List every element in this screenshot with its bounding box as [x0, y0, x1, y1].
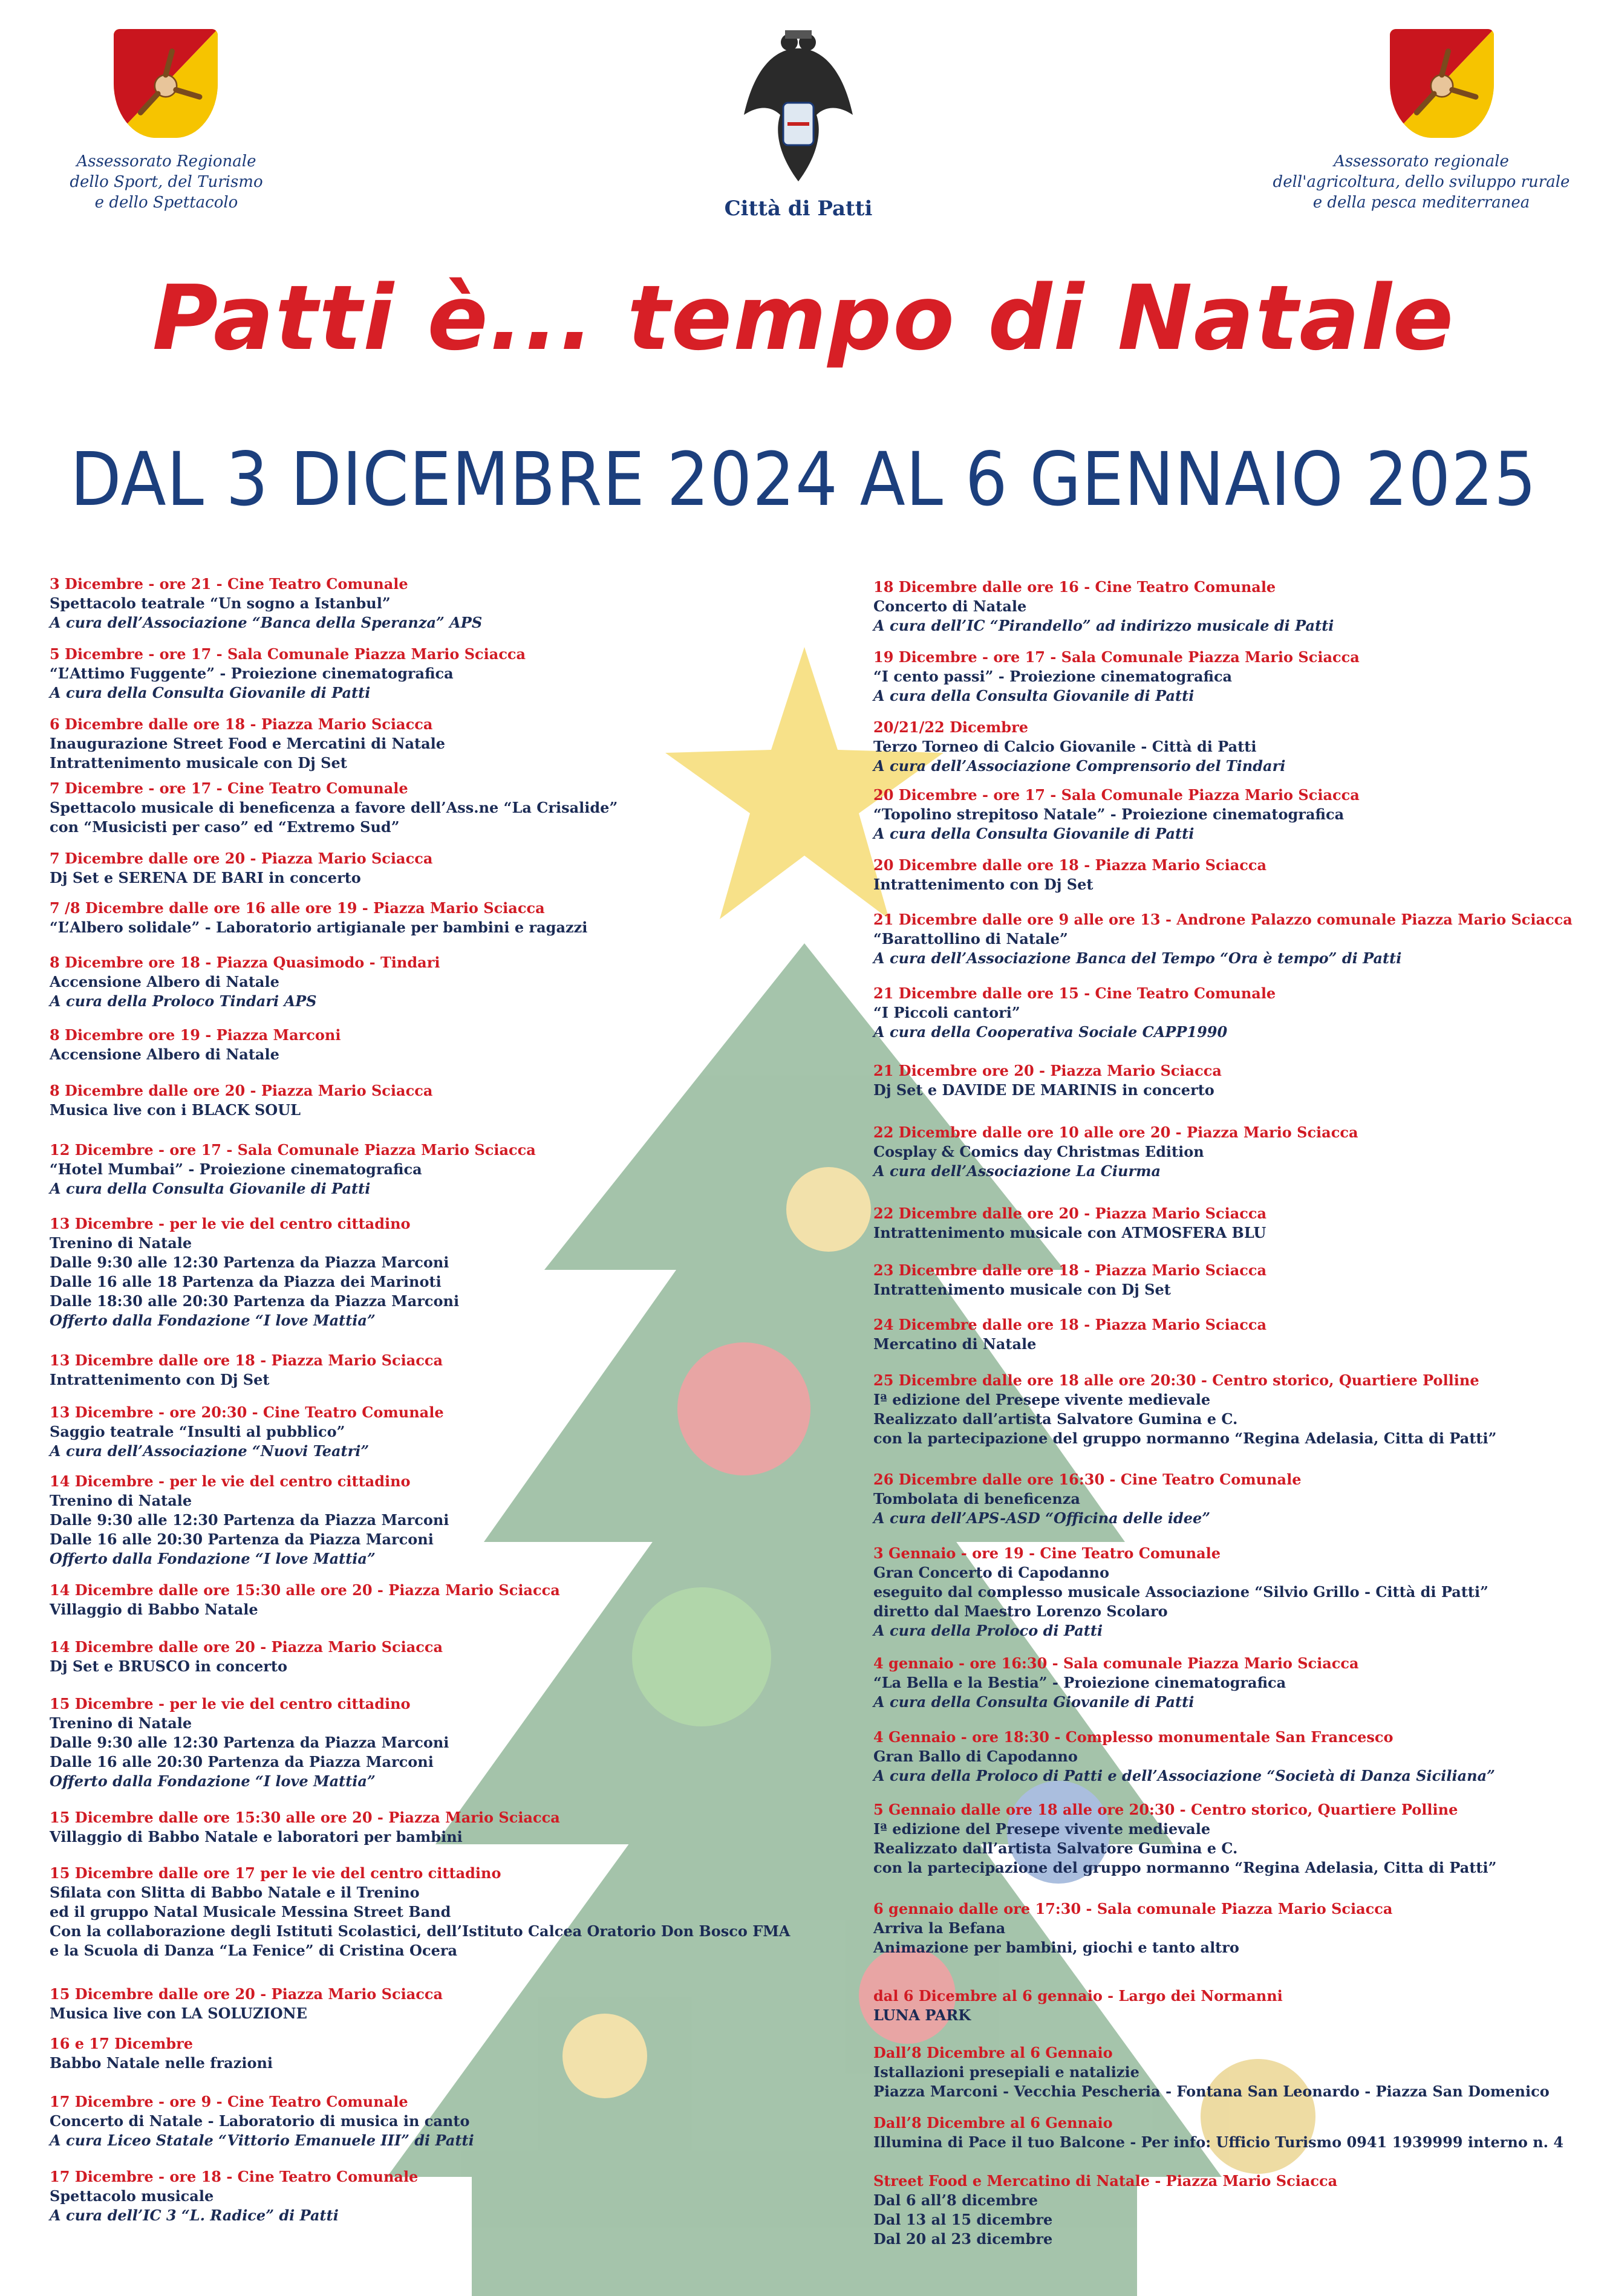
event-item: 20 Dicembre - ore 17 - Sala Comunale Piazza Mario Sciacca “Topolino strepitoso Natale” - Proiezione cinematografica A cura della Consulta Giovanile di Patti [873, 786, 1360, 842]
eagle-crest-icon [738, 24, 859, 194]
event-item: 13 Dicembre - per le vie del centro cittadino Trenino di Natale Dalle 9:30 alle 12:30 Partenza da Piazza Marconi Dalle 16 alle 18 Partenza da Piazza dei Marinoti Dalle 18:30 alle 20:30 Partenza da Piazza Marconi Offerto dalla Fondazione “I love Mattia” [50, 1215, 460, 1329]
event-item: Dall’8 Dicembre al 6 Gennaio Istallazioni presepiali e natalizie Piazza Marconi - Vecchia Pescheria - Fontana San Leonardo - Piazza San Domenico [873, 2044, 1550, 2100]
event-item: 5 Dicembre - ore 17 - Sala Comunale Piazza Mario Sciacca “L’Attimo Fuggente” - Proiezione cinematografica A cura della Consulta Giovanile di Patti [50, 645, 526, 701]
event-item: 17 Dicembre - ore 9 - Cine Teatro Comunale Concerto di Natale - Laboratorio di musica in canto A cura Liceo Statale “Vittorio Emanuele III” di Patti [50, 2093, 474, 2149]
event-item: Street Food e Mercatino di Natale - Piazza Mario Sciacca Dal 6 all’8 dicembre Dal 13 al 15 dicembre Dal 20 al 23 dicembre [873, 2172, 1338, 2248]
event-item: 14 Dicembre - per le vie del centro cittadino Trenino di Natale Dalle 9:30 alle 12:30 Partenza da Piazza Marconi Dalle 16 alle 20:30 Partenza da Piazza Marconi Offerto dalla Fondazione “I love Mattia” [50, 1472, 449, 1567]
sicily-crest-left [114, 29, 218, 138]
event-item: dal 6 Dicembre al 6 gennaio - Largo dei Normanni LUNA PARK [873, 1987, 1283, 2024]
event-item: 8 Dicembre dalle ore 20 - Piazza Mario Sciacca Musica live con i BLACK SOUL [50, 1082, 433, 1119]
event-item: 14 Dicembre dalle ore 15:30 alle ore 20 - Piazza Mario Sciacca Villaggio di Babbo Natale [50, 1581, 560, 1618]
event-item: 13 Dicembre - ore 20:30 - Cine Teatro Comunale Saggio teatrale “Insulti al pubblico” A cura dell’Associazione “Nuovi Teatri” [50, 1403, 444, 1460]
event-item: 4 gennaio - ore 16:30 - Sala comunale Piazza Mario Sciacca “La Bella e la Bestia” - Proiezione cinematografica A cura della Consulta Giovanile di Patti [873, 1654, 1359, 1711]
event-item: 15 Dicembre dalle ore 20 - Piazza Mario Sciacca Musica live con LA SOLUZIONE [50, 1985, 443, 2022]
event-item: 15 Dicembre dalle ore 15:30 alle ore 20 - Piazza Mario Sciacca Villaggio di Babbo Natale e laboratori per bambini [50, 1809, 560, 1846]
event-item: 8 Dicembre ore 18 - Piazza Quasimodo - Tindari Accensione Albero di Natale A cura della Proloco Tindari APS [50, 954, 440, 1010]
trinacria-icon [1403, 47, 1481, 125]
event-item: 21 Dicembre dalle ore 9 alle ore 13 - Androne Palazzo comunale Piazza Mario Sciacca “Barattollino di Natale” A cura dell’Associazione Banca del Tempo “Ora è tempo” di Patti [873, 911, 1573, 967]
event-item: 12 Dicembre - ore 17 - Sala Comunale Piazza Mario Sciacca “Hotel Mumbai” - Proiezione cinematografica A cura della Consulta Giovanile di Patti [50, 1141, 536, 1197]
event-item: 6 Dicembre dalle ore 18 - Piazza Mario Sciacca Inaugurazione Street Food e Mercatini di Natale Intrattenimento musicale con Dj Set [50, 715, 446, 772]
event-item: 16 e 17 Dicembre Babbo Natale nelle frazioni [50, 2035, 273, 2072]
event-item: 3 Gennaio - ore 19 - Cine Teatro Comunale Gran Concerto di Capodanno eseguito dal complesso musicale Associazione “Silvio Grillo - Città di Patti” diretto dal Maestro Lorenzo Scolaro A cura della Proloco di Patti [873, 1544, 1488, 1639]
patti-coat-of-arms [738, 24, 859, 194]
sicily-crest-right [1390, 29, 1494, 138]
left-department-caption: Assessorato Regionale dello Sport, del Turismo e dello Spettacolo [70, 152, 263, 212]
event-item: 25 Dicembre dalle ore 18 alle ore 20:30 - Centro storico, Quartiere Polline Iª edizione del Presepe vivente medievale Realizzato dall’artista Salvatore Gumina e C. con la partecipazione del gruppo normanno “Regina Adelasia, Citta di Patti” [873, 1371, 1497, 1447]
event-item: 20/21/22 Dicembre Terzo Torneo di Calcio Giovanile - Città di Patti A cura dell’Associazione Comprensorio del Tindari [873, 718, 1286, 775]
event-item: 3 Dicembre - ore 21 - Cine Teatro Comunale Spettacolo teatrale “Un sogno a Istanbul” A cura dell’Associazione “Banca della Speranza” APS [50, 575, 483, 631]
event-item: 20 Dicembre dalle ore 18 - Piazza Mario Sciacca Intrattenimento con Dj Set [873, 856, 1267, 893]
event-item: 21 Dicembre ore 20 - Piazza Mario Sciacca Dj Set e DAVIDE DE MARINIS in concerto [873, 1062, 1222, 1099]
event-item: 14 Dicembre dalle ore 20 - Piazza Mario Sciacca Dj Set e BRUSCO in concerto [50, 1638, 443, 1675]
trinacria-icon [126, 47, 205, 125]
right-department-caption: Assessorato regionale dell'agricoltura, dello sviluppo rurale e della pesca mediterranea [1273, 152, 1570, 212]
event-item: 15 Dicembre dalle ore 17 per le vie del centro cittadino Sfilata con Slitta di Babbo Natale e il Trenino ed il gruppo Natal Musicale Messina Street Band Con la collaborazione degli Istituti Scolastici, dell’Istituto Calcea Oratorio Don Bosco FMA e la Scuola di Danza “La Fenice” di Cristina Ocera [50, 1864, 790, 1959]
event-item: 21 Dicembre dalle ore 15 - Cine Teatro Comunale “I Piccoli cantori” A cura della Cooperativa Sociale CAPP1990 [873, 984, 1276, 1041]
event-item: 18 Dicembre dalle ore 16 - Cine Teatro Comunale Concerto di Natale A cura dell’IC “Pirandello” ad indirizzo musicale di Patti [873, 578, 1334, 634]
city-name: Città di Patti [724, 197, 873, 221]
events-right-column [873, 577, 1593, 2259]
event-item: 8 Dicembre ore 19 - Piazza Marconi Accensione Albero di Natale [50, 1026, 341, 1063]
event-item: 19 Dicembre - ore 17 - Sala Comunale Piazza Mario Sciacca “I cento passi” - Proiezione cinematografica A cura della Consulta Giovanile di Patti [873, 648, 1360, 704]
events-left-column [50, 574, 848, 2255]
event-item: 17 Dicembre - ore 18 - Cine Teatro Comunale Spettacolo musicale A cura dell’IC 3 “L. Radice” di Patti [50, 2168, 419, 2224]
event-item: 6 gennaio dalle ore 17:30 - Sala comunale Piazza Mario Sciacca Arriva la Befana Animazione per bambini, giochi e tanto altro [873, 1900, 1393, 1956]
event-item: 22 Dicembre dalle ore 20 - Piazza Mario Sciacca Intrattenimento musicale con ATMOSFERA BLU [873, 1205, 1267, 1241]
event-item: 7 /8 Dicembre dalle ore 16 alle ore 19 - Piazza Mario Sciacca “L’Albero solidale” - Laboratorio artigianale per bambini e ragazzi [50, 899, 588, 936]
event-item: 24 Dicembre dalle ore 18 - Piazza Mario Sciacca Mercatino di Natale [873, 1316, 1267, 1353]
event-item: 23 Dicembre dalle ore 18 - Piazza Mario Sciacca Intrattenimento musicale con Dj Set [873, 1261, 1267, 1298]
event-item: Dall’8 Dicembre al 6 Gennaio Illumina di Pace il tuo Balcone - Per info: Ufficio Turismo 0941 1939999 interno n. 4 [873, 2114, 1564, 2151]
event-item: 7 Dicembre dalle ore 20 - Piazza Mario Sciacca Dj Set e SERENA DE BARI in concerto [50, 850, 433, 886]
event-item: 26 Dicembre dalle ore 16:30 - Cine Teatro Comunale Tombolata di beneficenza A cura dell’APS-ASD “Officina delle idee” [873, 1471, 1302, 1527]
date-range: DAL 3 DICEMBRE 2024 AL 6 GENNAIO 2025 [70, 437, 1537, 522]
event-item: 22 Dicembre dalle ore 10 alle ore 20 - Piazza Mario Sciacca Cosplay & Comics day Christmas Edition A cura dell’Associazione La Ciurma [873, 1124, 1358, 1180]
event-title: Patti è... tempo di Natale [152, 266, 1455, 370]
event-item: 7 Dicembre - ore 17 - Cine Teatro Comunale Spettacolo musicale di beneficenza a favore dell’Ass.ne “La Crisalide” con “Musicisti per caso” ed “Extremo Sud” [50, 779, 618, 836]
event-item: 13 Dicembre dalle ore 18 - Piazza Mario Sciacca Intrattenimento con Dj Set [50, 1351, 443, 1388]
event-item: 5 Gennaio dalle ore 18 alle ore 20:30 - Centro storico, Quartiere Polline Iª edizione del Presepe vivente medievale Realizzato dall’artista Salvatore Gumina e C. con la partecipazione del gruppo normanno “Regina Adelasia, Citta di Patti” [873, 1801, 1497, 1876]
event-item: 4 Gennaio - ore 18:30 - Complesso monumentale San Francesco Gran Ballo di Capodanno A cura della Proloco di Patti e dell’Associazione “Società di Danza Siciliana” [873, 1728, 1495, 1784]
event-item: 15 Dicembre - per le vie del centro cittadino Trenino di Natale Dalle 9:30 alle 12:30 Partenza da Piazza Marconi Dalle 16 alle 20:30 Partenza da Piazza Marconi Offerto dalla Fondazione “I love Mattia” [50, 1695, 449, 1790]
